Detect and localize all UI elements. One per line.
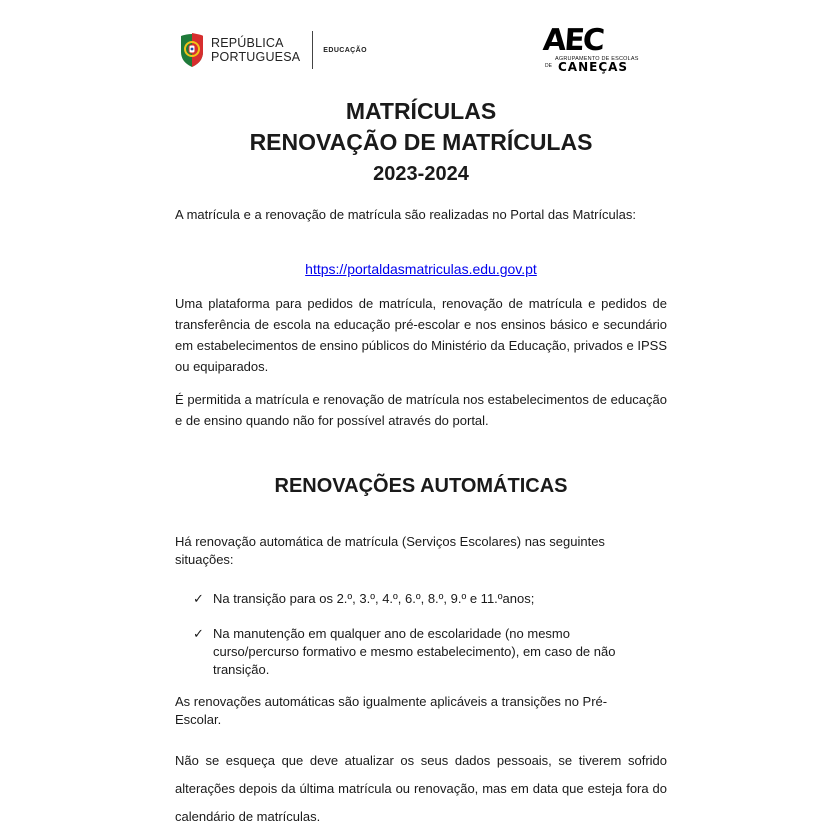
aec-logo-name: CANEÇAS bbox=[558, 60, 629, 74]
permitted-paragraph: É permitida a matrícula e renovação de matrícula nos estabelecimentos de educação e de ensino quando não for possível através do portal. bbox=[175, 392, 667, 428]
gov-line1: REPÚBLICA bbox=[211, 36, 284, 50]
intro-paragraph: A matrícula e a renovação de matrícula são realizadas no Portal das Matrículas: bbox=[175, 207, 637, 222]
title-year: 2023-2024 bbox=[373, 163, 469, 185]
list-item bbox=[193, 625, 653, 679]
gov-dept-label: EDUCAÇÃO bbox=[323, 46, 367, 54]
aec-caneças-logo bbox=[543, 25, 651, 73]
preschool-paragraph: As renovações automáticas são igualmente aplicáveis a transições no Pré-Escolar. bbox=[175, 694, 608, 727]
auto-renewal-intro: Há renovação automática de matrícula (Serviços Escolares) nas seguintes situações: bbox=[175, 534, 605, 567]
portugal-coat-of-arms-icon bbox=[179, 32, 205, 68]
platform-description: Uma plataforma para pedidos de matrícula, renovação de matrícula e pedidos de transferência de escola na educação pré-escolar e nos ensinos básico e secundário em estabelecimentos de ensino públicos do Ministério da Educação, privados e IPSS ou equiparados. bbox=[175, 296, 667, 374]
title-matriculas: MATRÍCULAS bbox=[345, 98, 497, 124]
section-heading-renovacoes: RENOVAÇÕES AUTOMÁTICAS bbox=[274, 475, 568, 497]
logo-divider bbox=[312, 31, 313, 69]
aec-logo-mark: AEC bbox=[541, 23, 604, 58]
checkmark-icon: ✓ bbox=[193, 591, 204, 606]
reminder-paragraph: Não se esqueça que deve atualizar os seus dados pessoais, se tiverem sofrido alterações depois da última matrícula ou renovação, mas em data que esteja fora do calendário de matrículas. bbox=[175, 753, 667, 824]
aec-logo-de: DE bbox=[545, 63, 552, 69]
aec-logo-subtitle: AGRUPAMENTO DE ESCOLAS bbox=[555, 56, 639, 62]
list-item bbox=[193, 590, 653, 608]
title-renovacao: RENOVAÇÃO DE MATRÍCULAS bbox=[249, 129, 593, 155]
republica-portuguesa-logo bbox=[179, 30, 367, 70]
republica-portuguesa-wordmark bbox=[211, 36, 300, 64]
portal-link[interactable]: https://portaldasmatriculas.edu.gov.pt bbox=[305, 261, 537, 277]
gov-line2: PORTUGUESA bbox=[211, 50, 301, 64]
list-item-text: Na manutenção em qualquer ano de escolaridade (no mesmo curso/percurso formativo e mesmo estabelecimento), em caso de não transição. bbox=[213, 626, 616, 677]
list-item-text: Na transição para os 2.º, 3.º, 4.º, 6.º, 8.º, 9.º e 11.ºanos; bbox=[213, 591, 535, 606]
checkmark-icon: ✓ bbox=[193, 626, 204, 641]
